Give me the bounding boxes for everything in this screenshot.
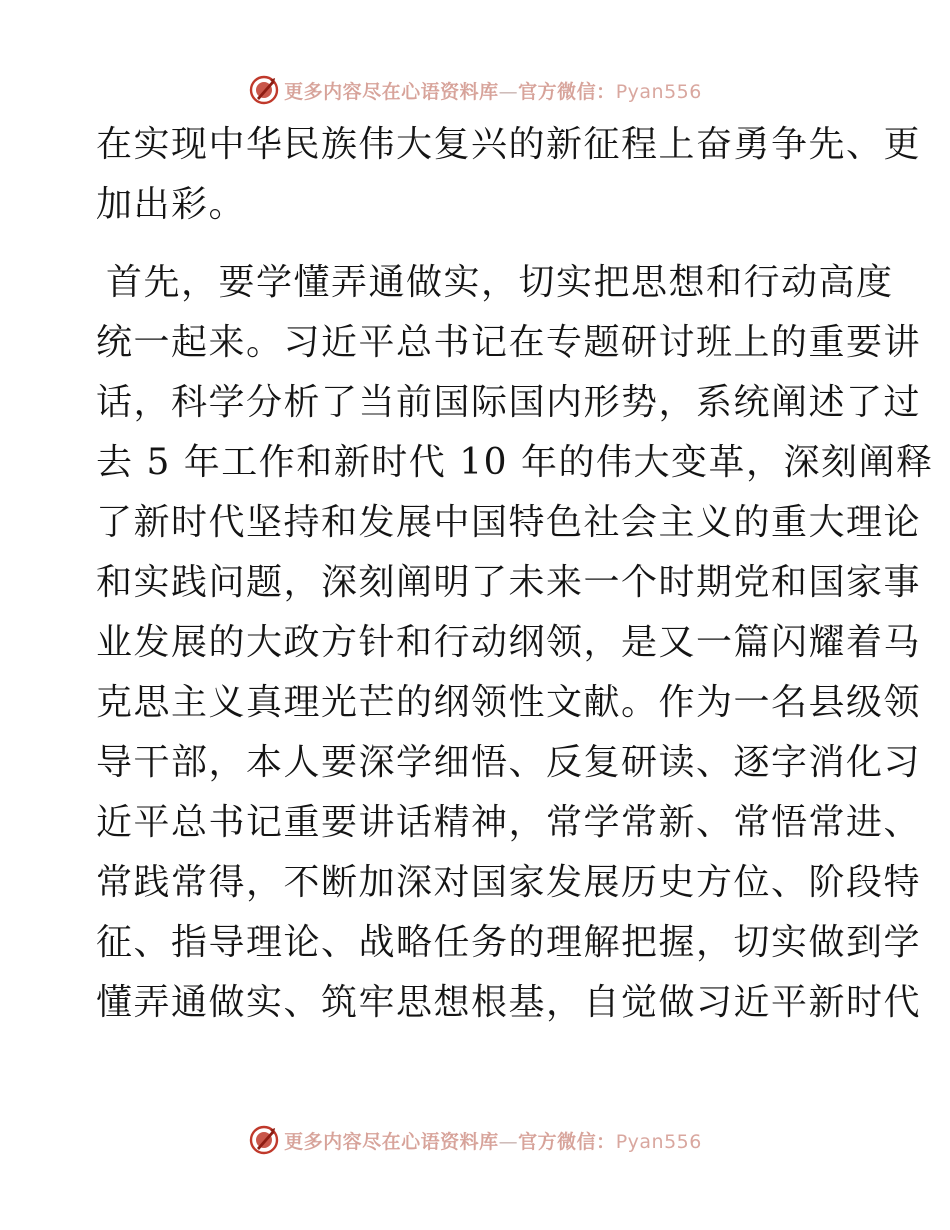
document-body <box>96 115 934 1033</box>
banner-separator: — <box>498 80 519 103</box>
text-line: 导干部，本人要深学细悟、反复研读、逐字消化习 <box>96 742 922 783</box>
text-line: 业发展的大政方针和行动纲领，是又一篇闪耀着马 <box>96 622 922 663</box>
banner-wechat-label: 官方微信： <box>518 80 616 103</box>
banner-title: 更多内容尽在心语资料库 <box>284 80 499 103</box>
text-line: 征、指导理论、战略任务的理解把握，切实做到学 <box>96 922 922 963</box>
logo-icon <box>248 1124 280 1156</box>
banner-wechat-label: 官方微信： <box>518 1130 616 1153</box>
text-line: 加出彩。 <box>96 184 247 225</box>
paragraph <box>96 115 922 235</box>
banner-title: 更多内容尽在心语资料库 <box>284 1130 499 1153</box>
text-line: 话，科学分析了当前国际国内形势，系统阐述了过 <box>96 382 922 423</box>
paragraph <box>96 253 934 1033</box>
text-line: 常践常得，不断加深对国家发展历史方位、阶段特 <box>96 862 922 903</box>
banner-wechat-id: Pyan556 <box>615 1130 702 1153</box>
text-line: 统一起来。习近平总书记在专题研讨班上的重要讲 <box>96 322 922 363</box>
text-line: 首先，要学懂弄通做实，切实把思想和行动高度 <box>106 262 894 303</box>
text-line: 克思主义真理光芒的纲领性文献。作为一名县级领 <box>96 682 922 723</box>
text-line: 近平总书记重要讲话精神，常学常新、常悟常进、 <box>96 802 922 843</box>
logo-icon <box>248 74 280 106</box>
text-line: 了新时代坚持和发展中国特色社会主义的重大理论 <box>96 502 922 543</box>
banner-separator: — <box>498 1130 519 1153</box>
banner-wechat-id: Pyan556 <box>615 80 702 103</box>
text-line: 和实践问题，深刻阐明了未来一个时期党和国家事 <box>96 562 922 603</box>
text-line: 懂弄通做实、筑牢思想根基，自觉做习近平新时代 <box>96 982 922 1023</box>
footer-banner <box>0 1120 950 1160</box>
banner-text <box>284 1127 702 1154</box>
text-line: 去 5 年工作和新时代 10 年的伟大变革，深刻阐释 <box>96 442 934 483</box>
header-banner <box>0 70 950 110</box>
banner-text <box>284 77 702 104</box>
text-line: 在实现中华民族伟大复兴的新征程上奋勇争先、更 <box>96 124 922 165</box>
